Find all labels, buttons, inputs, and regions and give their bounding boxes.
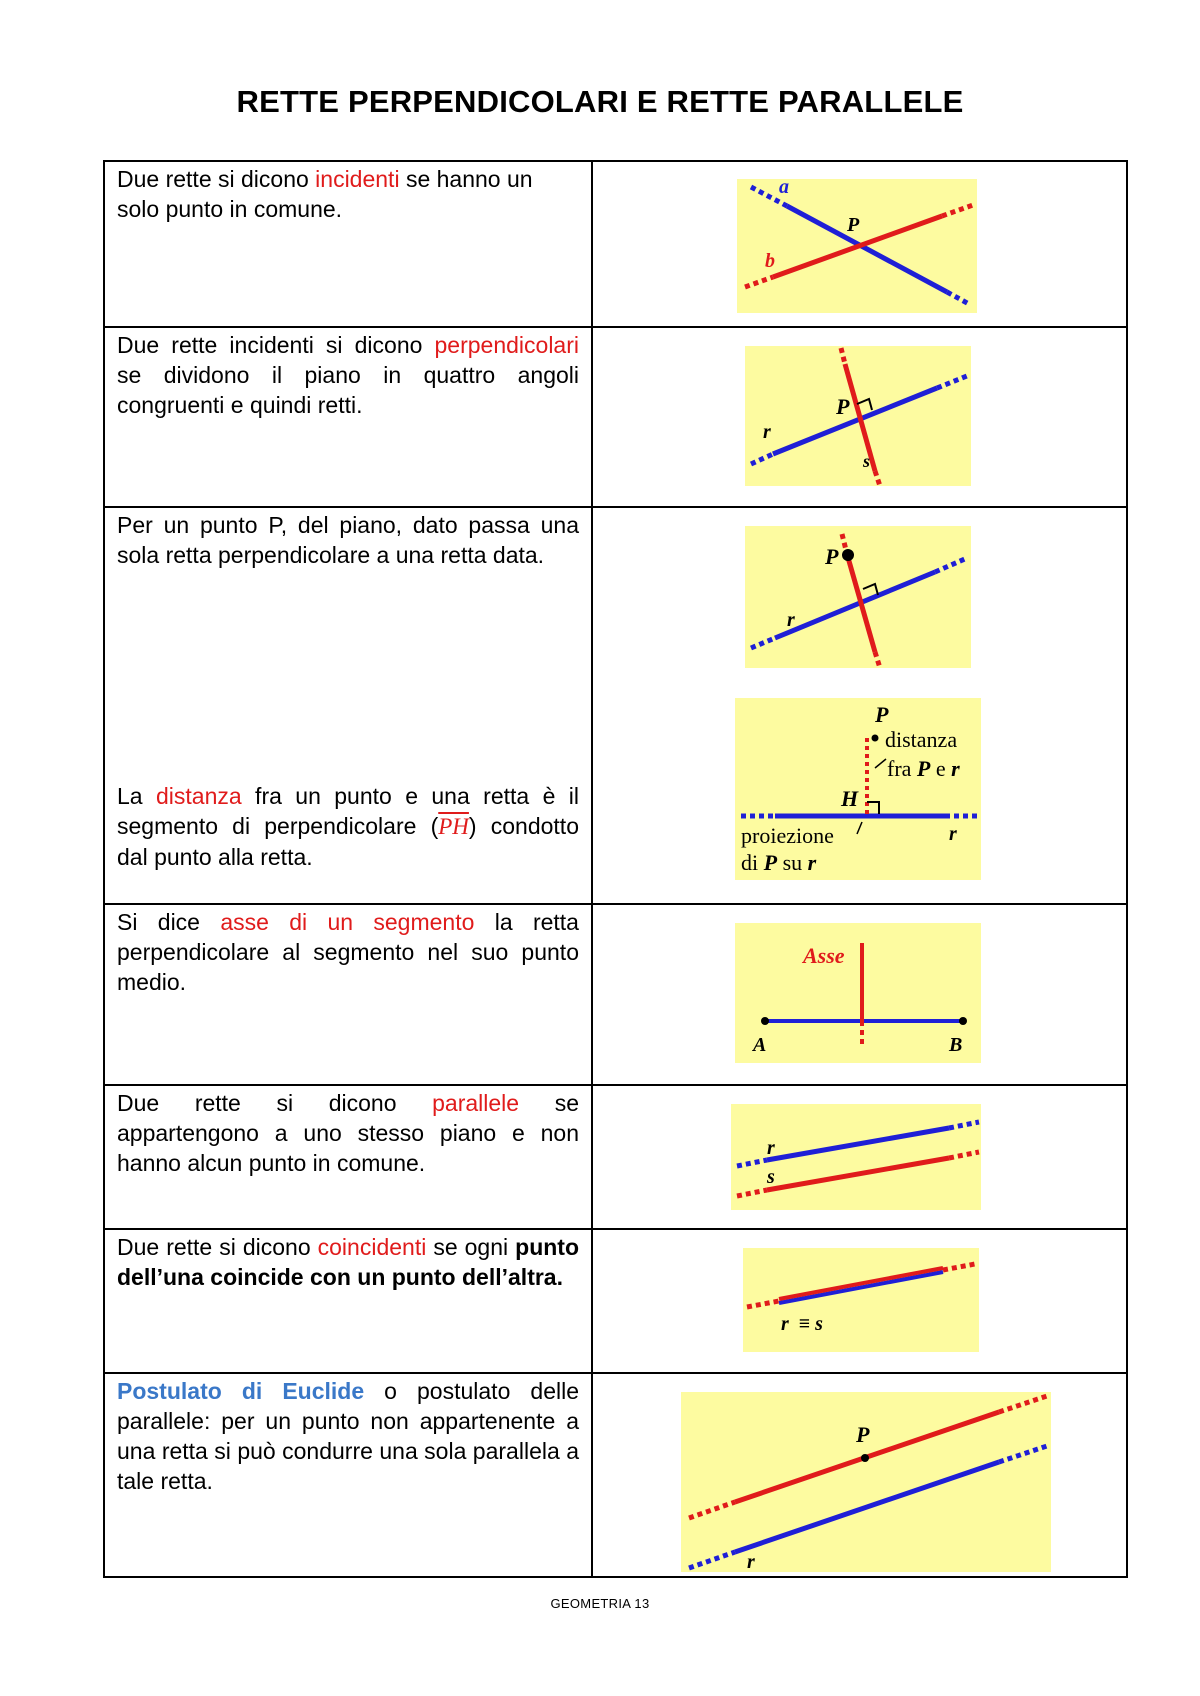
label-a: A: [753, 1034, 767, 1056]
page-title: RETTE PERPENDICOLARI E RETTE PARALLELE: [236, 84, 964, 119]
text-cell: [104, 1085, 592, 1229]
table-row-asse: [104, 904, 1127, 1085]
term-distanza: distanza: [155, 783, 242, 809]
label-b: B: [949, 1034, 963, 1056]
label-proiezione-di: di P su r: [741, 850, 817, 875]
label-p: P: [836, 394, 850, 419]
table-row-postulato: [104, 1373, 1127, 1577]
text-fragment: fra un punto e una retta è il segmento di perpendicolare (: [117, 783, 579, 839]
label-distanza: distanza: [885, 727, 958, 752]
figure-asse: [735, 923, 981, 1063]
text-fragment-bold: punto dell’una coincide con un punto dell’altra.: [117, 1234, 579, 1290]
figure-parallele: [731, 1104, 981, 1210]
text-fragment: se ogni: [426, 1234, 516, 1260]
paragraph-perpendicolare-unica: [117, 510, 579, 570]
text-fragment: ) condotto dal punto alla retta.: [117, 813, 579, 870]
text-fragment: Per un punto P, del piano, dato passa una sola retta perpendicolare a una retta data.: [117, 512, 579, 568]
figure-coincidenti: [743, 1248, 979, 1352]
text-fragment: o postulato delle parallele: per un punto non appartenente a una retta si può condurre una sola parallela a tale retta.: [117, 1378, 579, 1494]
figure-perpendicolare-unica: [745, 526, 971, 668]
label-b: b: [765, 250, 775, 272]
term-coincidenti: coincidenti: [317, 1234, 427, 1260]
label-p: P: [875, 702, 889, 727]
page-footer: GEOMETRIA 13: [550, 1596, 650, 1611]
table-row-coincidenti: [104, 1229, 1127, 1373]
label-p: P: [856, 1422, 870, 1447]
text-fragment: se hanno un solo punto in comune.: [117, 166, 533, 222]
term-asse: asse di un segmento: [220, 909, 475, 935]
table-row-perpendicolari: [104, 327, 1127, 507]
figure-cell: [592, 327, 1127, 507]
label-proiezione: proiezione: [741, 823, 834, 848]
text-fragment: se appartengono a uno stesso piano e non hanno alcun punto in comune.: [117, 1090, 579, 1176]
label-s: s: [863, 451, 871, 471]
paragraph-incidenti: [117, 164, 579, 224]
label-p: P: [847, 214, 860, 236]
text-fragment: Due rette si dicono: [117, 1234, 318, 1260]
text-cell: [104, 1373, 592, 1577]
text-fragment: Due rette si dicono: [117, 1090, 433, 1116]
term-parallele: parallele: [432, 1090, 520, 1116]
paragraph-postulato: [117, 1376, 579, 1496]
figure-postulato: [681, 1392, 1051, 1572]
text-cell: [104, 161, 592, 327]
text-fragment: la retta perpendicolare al segmento nel suo punto medio.: [117, 909, 579, 995]
term-perpendicolari: perpendicolari: [434, 332, 579, 358]
text-fragment: se dividono il piano in quattro angoli congruenti e quindi retti.: [117, 362, 579, 418]
figure-cell: [592, 161, 1127, 327]
label-r: r: [787, 609, 795, 631]
figure-cell: [592, 1085, 1127, 1229]
text-cell: [104, 1229, 592, 1373]
term-incidenti: incidenti: [315, 166, 400, 192]
figure-cell: [592, 1229, 1127, 1373]
paragraph-coincidenti: [117, 1232, 579, 1292]
text-fragment: Due rette incidenti si dicono: [117, 332, 435, 358]
table-row-incidenti: [104, 161, 1127, 327]
figure-perpendicolari: [745, 346, 971, 486]
paragraph-parallele: [117, 1088, 579, 1178]
label-distanza-fra: fra P e r: [887, 756, 960, 781]
text-fragment: La: [117, 783, 156, 809]
table-row-parallele: [104, 1085, 1127, 1229]
figure-cell: [592, 904, 1127, 1085]
label-r: r: [949, 823, 957, 845]
label-h: H: [841, 786, 859, 811]
label-a: a: [779, 179, 789, 198]
figure-incidenti: [737, 179, 977, 313]
label-r: r: [763, 421, 771, 443]
text-cell: [104, 327, 592, 507]
term-postulato: Postulato di Euclide: [117, 1378, 365, 1404]
text-fragment: Due rette si dicono: [117, 166, 316, 192]
paragraph-distanza: [117, 781, 579, 872]
label-r: r: [747, 1551, 755, 1572]
content-table: [103, 160, 1128, 1578]
figure-cell: [592, 507, 1127, 904]
label-r-s: r ≡ s: [781, 1313, 823, 1335]
text-cell: [104, 904, 592, 1085]
table-row-distanza: [104, 507, 1127, 904]
label-p: P: [825, 544, 839, 569]
text-cell: [104, 507, 592, 904]
paragraph-perpendicolari: [117, 330, 579, 420]
symbol-ph: $\overline{PH}$: [438, 814, 469, 839]
figure-cell: [592, 1373, 1127, 1577]
figure-distanza: [735, 698, 981, 880]
paragraph-asse: [117, 907, 579, 997]
label-asse: Asse: [803, 943, 845, 968]
text-fragment: Si dice: [117, 909, 221, 935]
label-r: r: [767, 1137, 775, 1159]
label-s: s: [767, 1166, 775, 1188]
